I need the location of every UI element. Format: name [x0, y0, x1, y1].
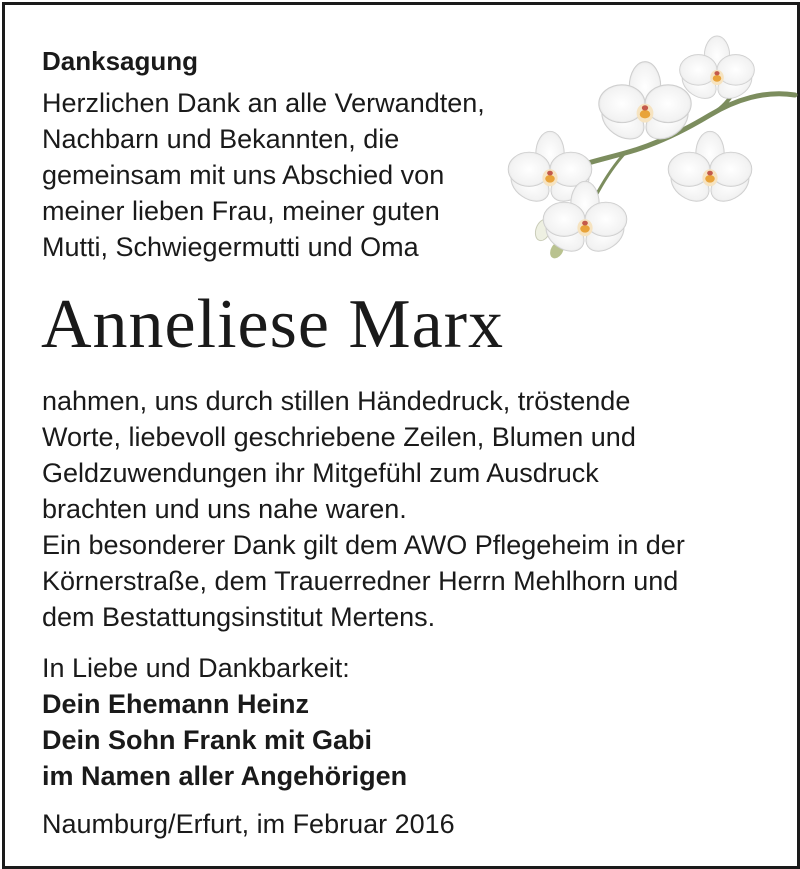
- closing-line: In Liebe und Dankbarkeit:: [42, 653, 350, 683]
- intro-text: [42, 85, 485, 265]
- signer-line: Dein Sohn Frank mit Gabi: [42, 725, 373, 755]
- notice-heading: Danksagung: [42, 46, 199, 76]
- intro-line: Mutti, Schwiegermutti und Oma: [42, 232, 419, 262]
- body-line: dem Bestattungsinstitut Mertens.: [42, 602, 436, 632]
- place-date: Naumburg/Erfurt, im Februar 2016: [42, 809, 455, 839]
- obituary-notice: [2, 2, 800, 869]
- signer-line: Dein Ehemann Heinz: [42, 689, 310, 719]
- body-line: brachten und uns nahe waren.: [42, 494, 407, 524]
- body-text: [42, 383, 685, 635]
- intro-line: meiner lieben Frau, meiner guten: [42, 196, 440, 226]
- body-line: Geldzuwendungen ihr Mitgefühl zum Ausdruck: [42, 458, 599, 488]
- signer-line: im Namen aller Angehörigen: [42, 761, 408, 791]
- intro-line: gemeinsam mit uns Abschied von: [42, 160, 445, 190]
- deceased-name: Anneliese Marx: [41, 286, 505, 363]
- body-line: Körnerstraße, dem Trauerredner Herrn Mehlhorn und: [42, 566, 679, 596]
- white-orchid-icon: [505, 15, 800, 280]
- intro-line: Nachbarn und Bekannten, die: [42, 124, 400, 154]
- signature-block: [42, 650, 407, 794]
- intro-line: Herzlichen Dank an alle Verwandten,: [42, 88, 485, 118]
- body-line: nahmen, uns durch stillen Händedruck, tröstende: [42, 386, 631, 416]
- body-line: Worte, liebevoll geschriebene Zeilen, Blumen und: [42, 422, 636, 452]
- body-line: Ein besonderer Dank gilt dem AWO Pflegeheim in der: [42, 530, 685, 560]
